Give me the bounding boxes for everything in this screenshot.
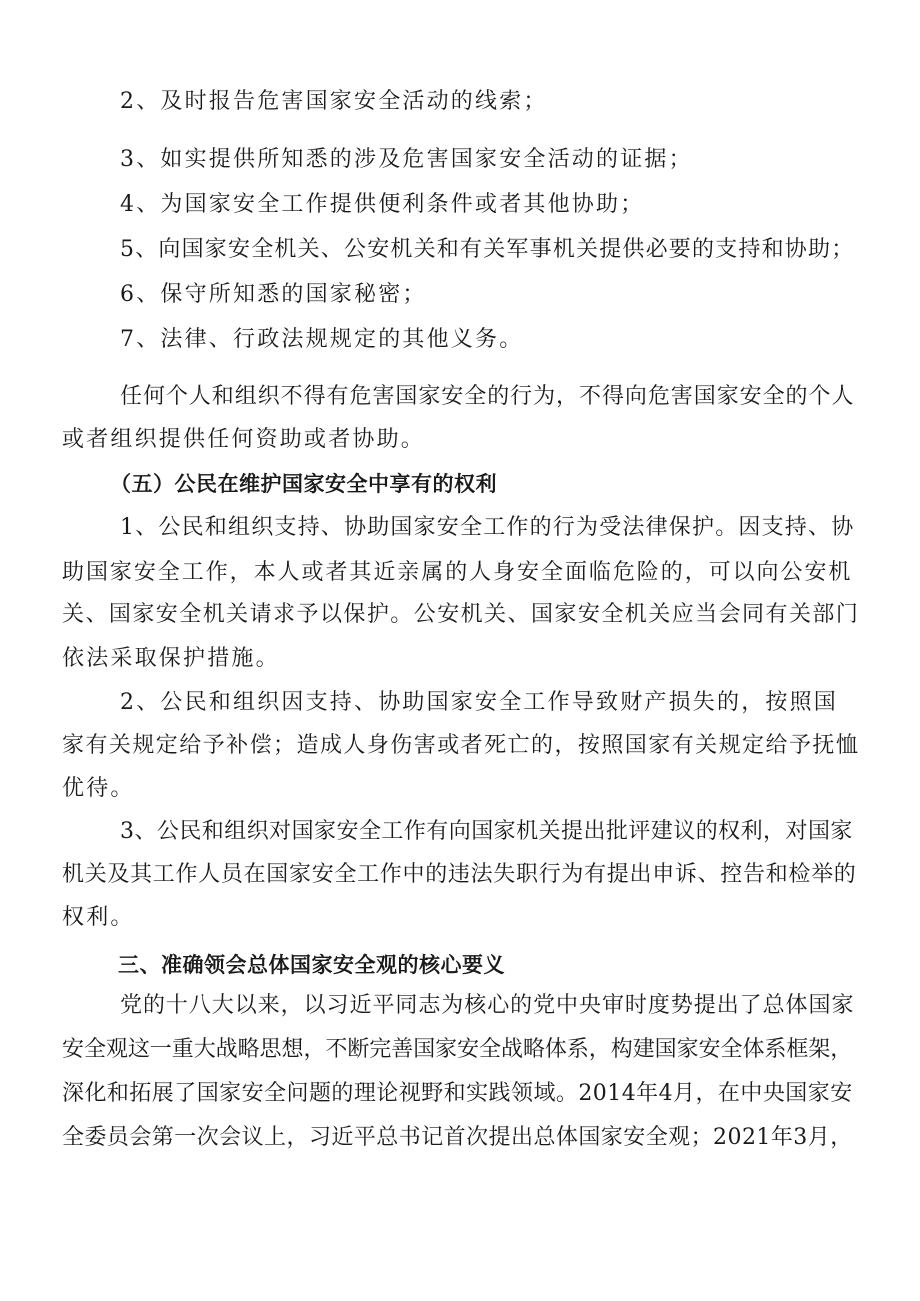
rights-para-1-line-1: 1、公民和组织支持、协助国家安全工作的行为受法律保护。因支持、协 (120, 515, 855, 540)
duty-item-4: 4、为国家安全工作提供便利条件或者其他协助； (120, 192, 645, 217)
rights-para-2-line-3: 优待。 (62, 776, 135, 801)
rights-para-3-line-3: 权利。 (62, 905, 135, 930)
rights-para-1-line-4: 依法采取保护措施。 (62, 646, 280, 671)
overview-line-3: 深化和拓展了国家安全问题的理论视野和实践领域。2014年4月，在中央国家安 (62, 1081, 853, 1106)
section-3-heading: 三、准确领会总体国家安全观的核心要义 (118, 953, 505, 977)
duty-item-6: 6、保守所知悉的国家秘密； (120, 282, 427, 307)
overview-line-1: 党的十八大以来，以习近平同志为核心的党中央审时度势提出了总体国家 (120, 993, 855, 1018)
rights-para-1-line-2: 助国家安全工作，本人或者其近亲属的人身安全面临危险的，可以向公安机 (62, 560, 853, 585)
section-5-heading: （五）公民在维护国家安全中享有的权利 (110, 472, 497, 496)
prohibition-line-2: 或者组织提供任何资助或者协助。 (62, 427, 426, 452)
overview-line-2: 安全观这一重大战略思想，不断完善国家安全战略体系，构建国家安全体系框架， (62, 1037, 853, 1062)
duty-item-2: 2、及时报告危害国家安全活动的线索； (120, 89, 548, 114)
rights-para-1-line-3: 关、国家安全机关请求予以保护。公安机关、国家安全机关应当会同有关部门 (62, 602, 860, 627)
duty-item-7: 7、法律、行政法规规定的其他义务。 (120, 327, 524, 352)
rights-para-3-line-1: 3、公民和组织对国家安全工作有向国家机关提出批评建议的权利，对国家 (120, 819, 853, 844)
rights-para-3-line-2: 机关及其工作人员在国家安全工作中的违法失职行为有提出申诉、控告和检举的 (62, 862, 857, 887)
rights-para-2-line-2: 家有关规定给予补偿；造成人身伤害或者死亡的，按照国家有关规定给予抚恤 (62, 733, 860, 758)
overview-line-4: 全委员会第一次会议上，习近平总书记首次提出总体国家安全观；2021年3月， (62, 1125, 853, 1150)
rights-para-2-line-1: 2、公民和组织因支持、协助国家安全工作导致财产损失的，按照国 (120, 690, 838, 715)
duty-item-5: 5、向国家安全机关、公安机关和有关军事机关提供必要的支持和协助； (120, 237, 855, 262)
duty-item-3: 3、如实提供所知悉的涉及危害国家安全活动的证据； (120, 147, 693, 172)
prohibition-line-1: 任何个人和组织不得有危害国家安全的行为，不得向危害国家安全的个人 (120, 384, 855, 409)
